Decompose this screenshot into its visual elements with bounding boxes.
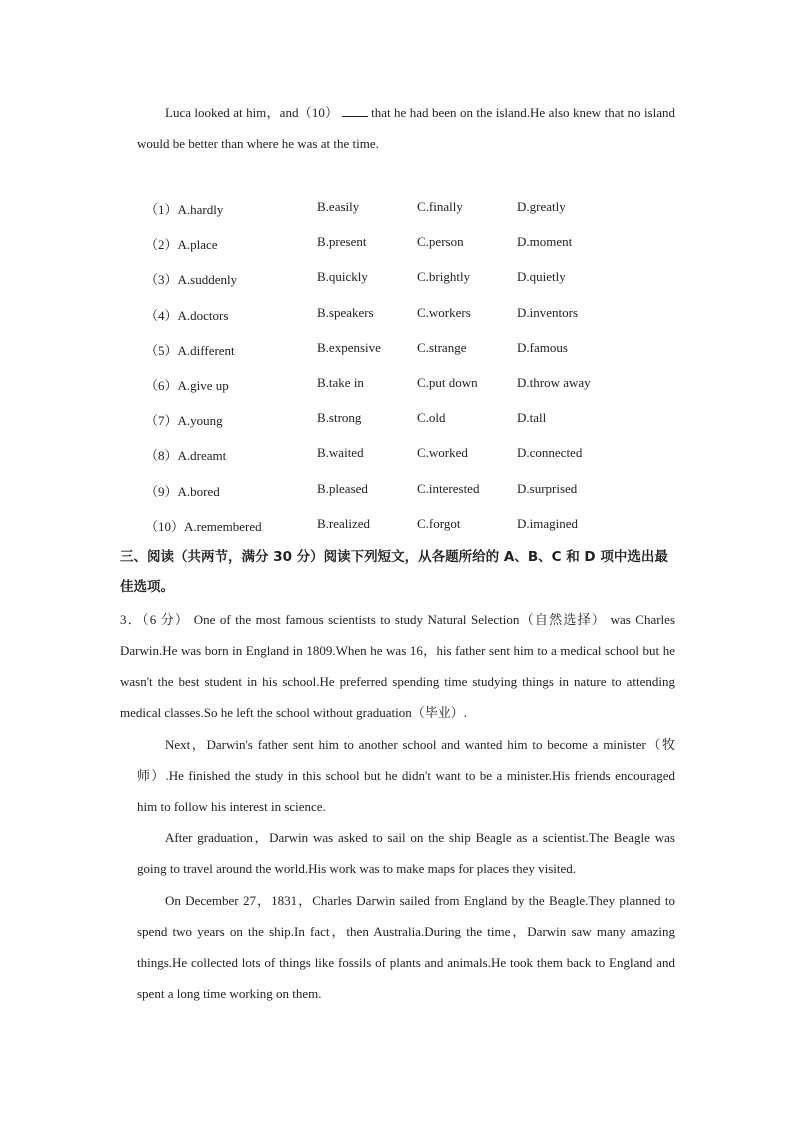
option-d: D.quietly [517, 269, 566, 285]
option-row [145, 516, 685, 536]
option-a: A.hardly [177, 202, 224, 217]
option-a: A.remembered [184, 518, 262, 534]
option-row [145, 199, 685, 219]
question-3-paragraph-2: Next，Darwin's father sent him to another school and wanted him to become a minister（牧师）.He finished the study in this school but he didn't want to be a minister.His friends encouraged him to follow his interest in science. [137, 737, 675, 814]
option-c: C.brightly [417, 269, 471, 285]
option-d: D.famous [517, 339, 568, 355]
option-c: C.person [417, 234, 464, 250]
option-row [145, 234, 685, 254]
question-label-with-option-a [145, 516, 262, 535]
question-number-label: （5） [145, 342, 178, 358]
question-number-label: （10） [145, 518, 185, 534]
question-label-with-option-a [145, 269, 237, 288]
option-b: B.speakers [317, 304, 374, 320]
option-a: A.doctors [177, 307, 229, 323]
option-d: D.imagined [517, 515, 579, 531]
option-row [145, 375, 685, 395]
option-b: B.take in [317, 375, 364, 390]
answer-blank-10 [342, 106, 368, 117]
option-d: D.surprised [517, 480, 578, 496]
option-row [145, 481, 685, 501]
question-label-with-option-a [145, 481, 220, 500]
option-c: C.old [417, 410, 446, 426]
option-a: A.different [177, 342, 235, 358]
option-b: B.expensive [317, 339, 381, 355]
question-number-label: （6） [145, 378, 178, 393]
question-number-label: （1） [145, 202, 178, 217]
option-d: D.greatly [517, 199, 566, 214]
passage-text-before-blank: Luca looked at him，and（10） [165, 105, 339, 120]
passage-text-after-blank: that he had been on the island.He also knew that no island would be better than where he was at the time. [137, 105, 676, 151]
question-3-first-paragraph [120, 604, 675, 728]
option-b: B.easily [317, 199, 360, 214]
question-3-text: One of the most famous scientists to study Natural Selection（自然选择） was Charles Darwin.He was born in England in 1809.When he was 16，his father sent him to a medical school but he wasn't the best student in his school.He preferred spending time studying things in nature to attending medical classes.So he left the school without graduation（毕业）. [120, 612, 676, 720]
option-c: C.finally [417, 199, 463, 214]
option-row [145, 305, 685, 325]
option-row [145, 410, 685, 430]
option-row [145, 340, 685, 360]
option-c: C.put down [417, 375, 478, 390]
option-b: B.pleased [317, 480, 368, 496]
option-a: A.dreamt [177, 448, 227, 464]
question-number-label: （8） [145, 448, 178, 464]
question-number: 3． [120, 612, 142, 627]
option-b: B.present [317, 234, 367, 250]
option-c: C.worked [417, 445, 468, 461]
section-heading: 三、阅读（共两节，满分 30 分）阅读下列短文，从各题所给的 A、B、C 和 D 项中选出最佳选项。 [120, 549, 668, 595]
question-points: （6 分） [142, 612, 190, 627]
question-label-with-option-a [145, 234, 218, 253]
option-a: A.give up [177, 378, 229, 393]
question-number-label: （4） [145, 307, 178, 323]
option-d: D.tall [517, 410, 547, 426]
option-row [145, 445, 685, 465]
question-number-label: （3） [145, 272, 178, 288]
option-d: D.moment [517, 234, 573, 250]
option-c: C.strange [417, 339, 467, 355]
option-d: D.throw away [517, 375, 591, 390]
question-label-with-option-a [145, 199, 223, 218]
question-label-with-option-a [145, 445, 226, 464]
option-c: C.forgot [417, 515, 461, 531]
question-number-label: （2） [145, 237, 178, 253]
option-a: A.young [177, 413, 223, 429]
passage-closing-paragraph [137, 97, 675, 159]
question-label-with-option-a [145, 375, 229, 394]
question-label-with-option-a [145, 340, 235, 359]
question-number-label: （7） [145, 413, 178, 429]
option-b: B.strong [317, 410, 362, 426]
question-label-with-option-a [145, 305, 228, 324]
option-row [145, 269, 685, 289]
option-b: B.quickly [317, 269, 368, 285]
option-d: D.connected [517, 445, 583, 461]
option-b: B.realized [317, 515, 371, 531]
question-3-paragraph-4: On December 27，1831，Charles Darwin sailed from England by the Beagle.They planned to spend two years on the ship.In fact，then Australia.During the time，Darwin saw many amazing things.He collected lots of things like fossils of plants and animals.He took them back to England and spent a long time working on them. [137, 893, 675, 1001]
question-label-with-option-a [145, 410, 223, 429]
question-3-paragraph-3: After graduation，Darwin was asked to sail on the ship Beagle as a scientist.The Beagle was going to travel around the world.His work was to make maps for places they visited. [137, 830, 675, 876]
option-d: D.inventors [517, 304, 579, 320]
question-number-label: （9） [145, 483, 178, 499]
option-c: C.workers [417, 304, 471, 320]
option-b: B.waited [317, 445, 364, 461]
option-c: C.interested [417, 480, 480, 496]
option-a: A.place [177, 237, 218, 253]
option-a: A.bored [177, 483, 220, 499]
option-a: A.suddenly [177, 272, 238, 288]
